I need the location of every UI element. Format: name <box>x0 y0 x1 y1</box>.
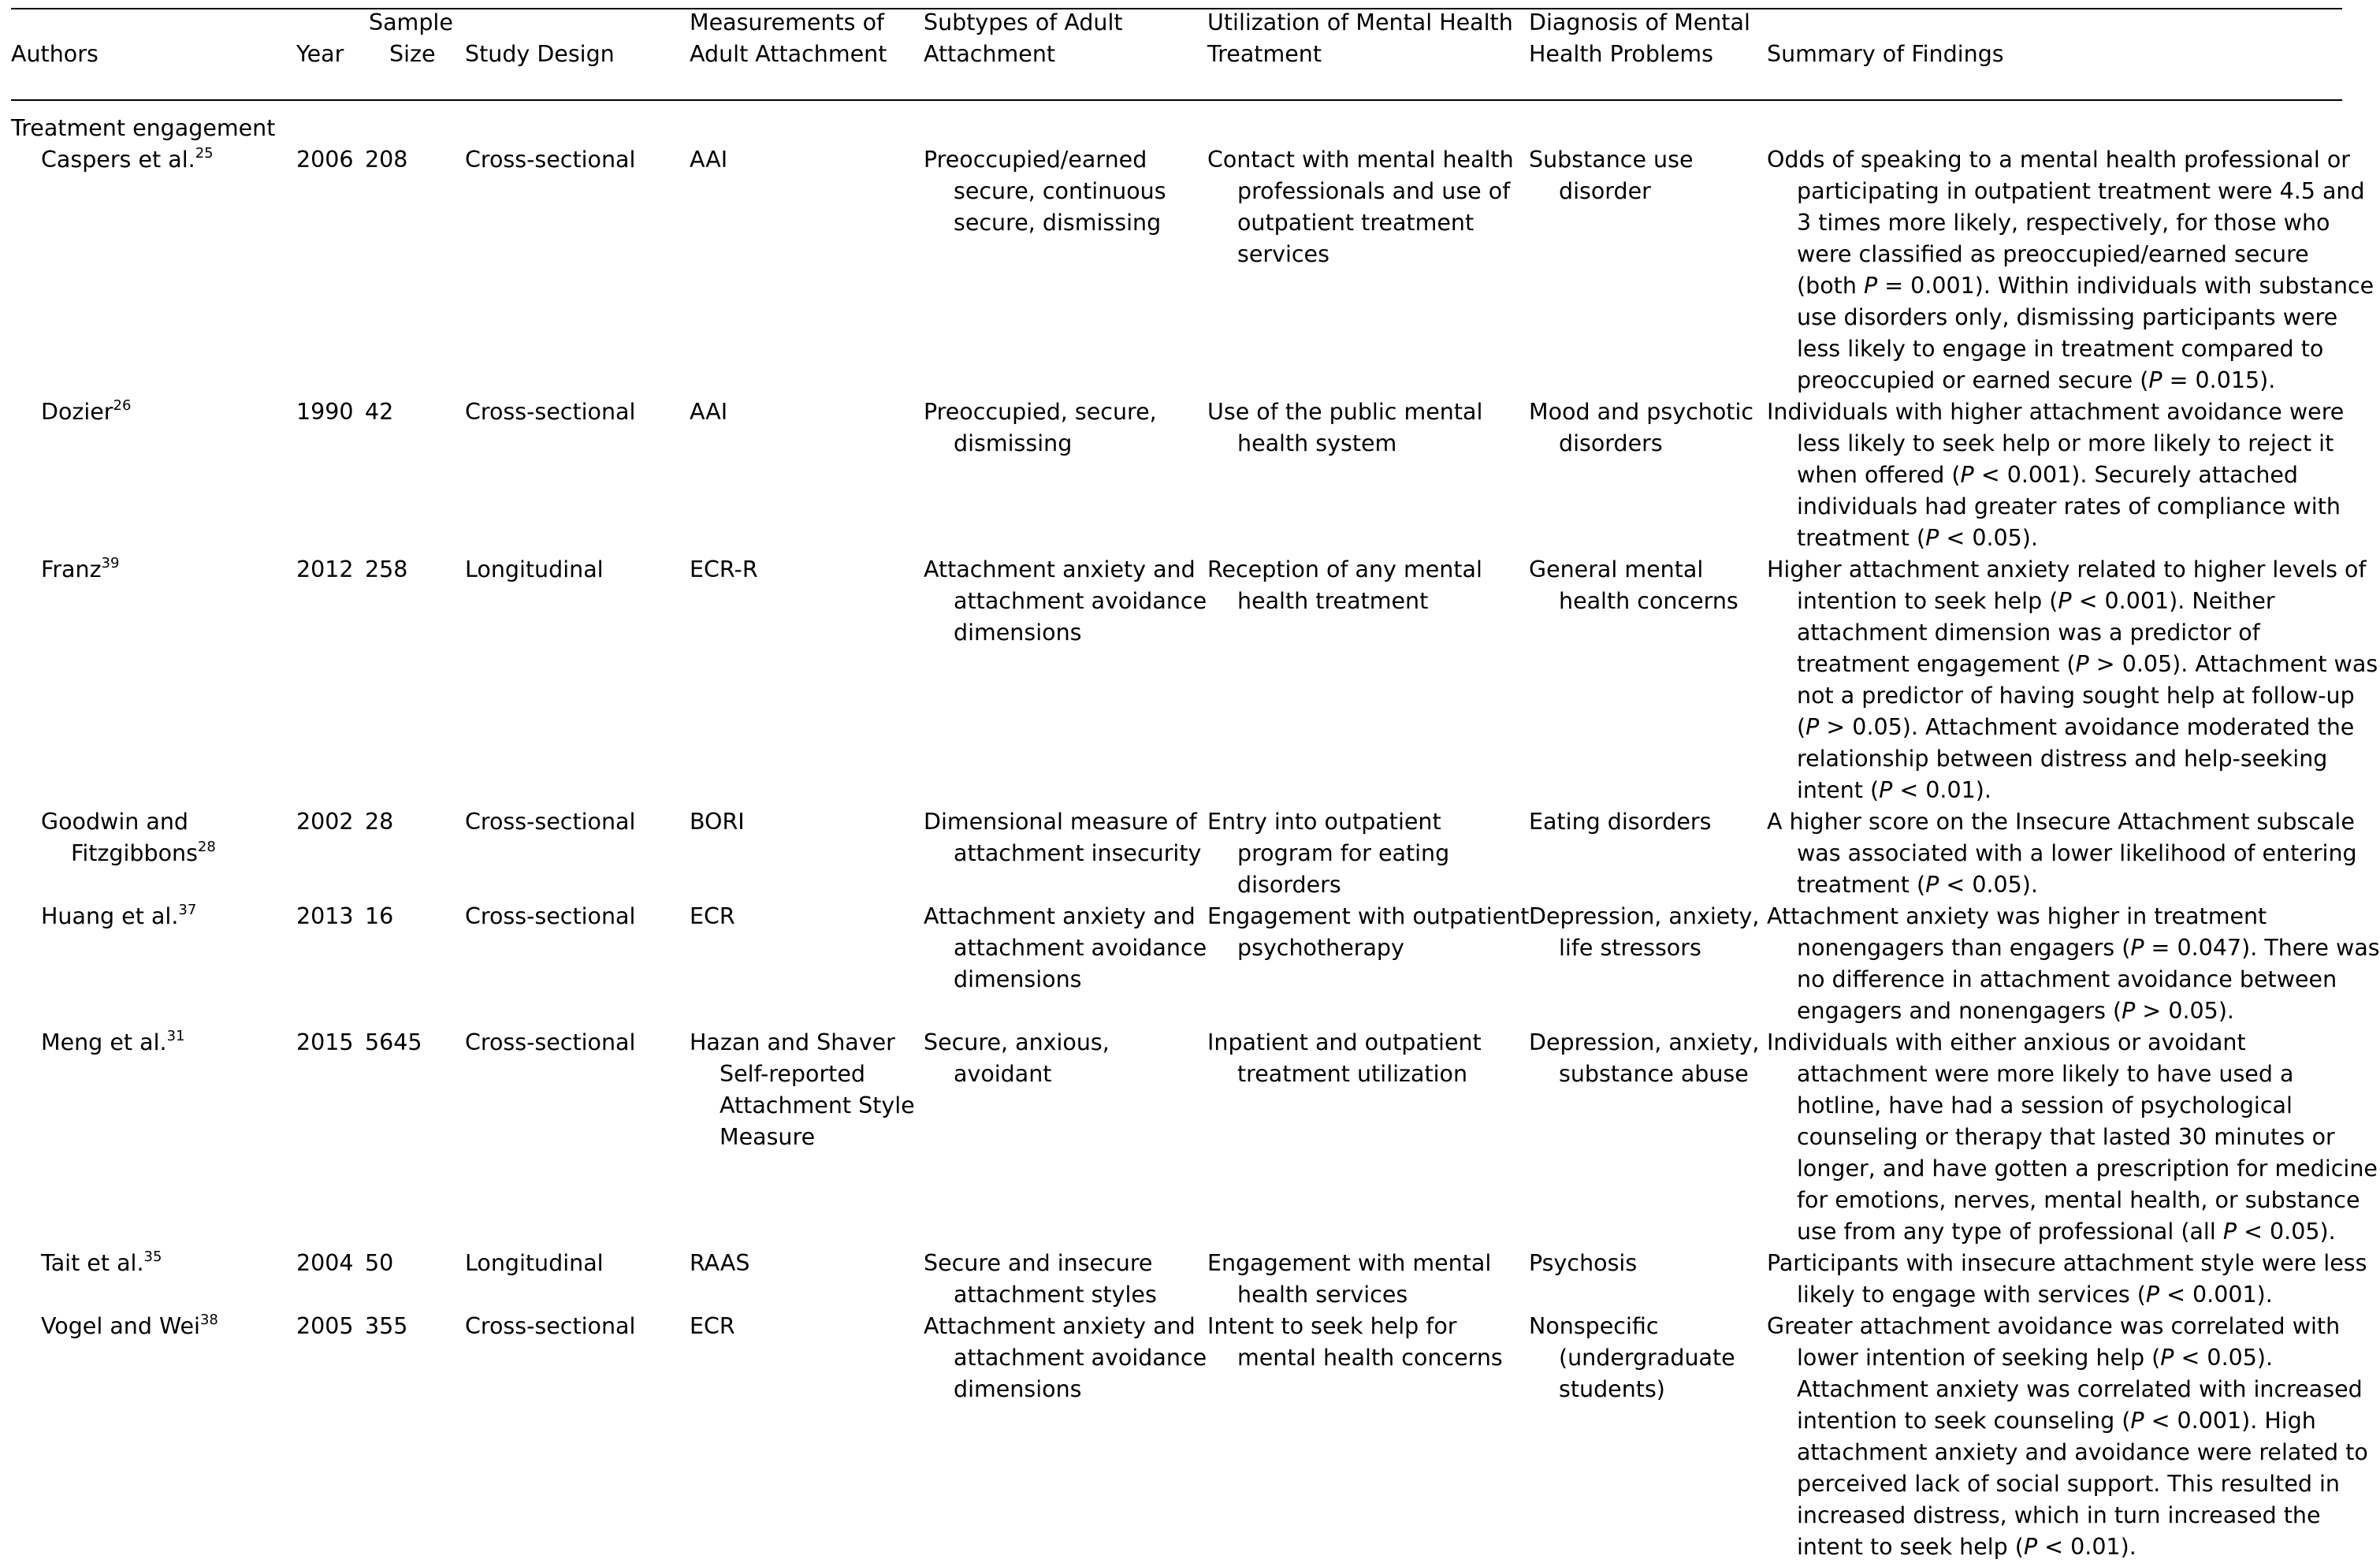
summary-cell-line: intent (P < 0.01). <box>1797 777 1991 803</box>
reference-number: 37 <box>178 902 197 918</box>
summary-cell-line: treatment (P < 0.05). <box>1797 872 2038 898</box>
subtype-cell-line: attachment avoidance <box>954 588 1207 614</box>
subtype-cell <box>924 554 1207 649</box>
subtype-cell-line: secure, continuous <box>954 178 1166 204</box>
measurement-cell-line: Measure <box>720 1124 816 1150</box>
summary-cell-line: lower intention of seeking help (P < 0.05). <box>1797 1345 2274 1371</box>
subtype-cell <box>924 1311 1207 1405</box>
subtype-cell-line: Preoccupied, secure, <box>924 399 1157 425</box>
author-cell <box>41 554 119 586</box>
subtype-cell-line: attachment styles <box>954 1282 1157 1308</box>
summary-cell-line: attachment anxiety and avoidance were related to <box>1797 1439 2368 1465</box>
summary-cell-line: Individuals with higher attachment avoidance were <box>1767 399 2345 425</box>
summary-cell-line: likely to engage with services (P < 0.001). <box>1797 1282 2273 1308</box>
measurement-cell-line: AAI <box>690 147 728 173</box>
header-diagnosis <box>1529 7 1750 70</box>
summary-cell-line: increased distress, which in turn increased the <box>1797 1502 2321 1528</box>
utilization-cell-line: professionals and use of <box>1237 178 1511 204</box>
summary-cell-line: (both P = 0.001). Within individuals with substance <box>1797 273 2374 299</box>
diagnosis-cell-line: Eating disorders <box>1529 809 1712 835</box>
summary-cell-line: Individuals with either anxious or avoidant <box>1767 1029 2246 1055</box>
diagnosis-cell-line: Nonspecific <box>1529 1313 1659 1339</box>
summary-cell-line: Attachment anxiety was correlated with increased <box>1797 1376 2363 1402</box>
diagnosis-cell <box>1529 901 1759 964</box>
utilization-cell <box>1207 1248 1491 1311</box>
diagnosis-cell <box>1529 396 1753 460</box>
measurement-cell <box>690 806 745 838</box>
header-subtypes-line: Subtypes of Adult <box>924 9 1123 35</box>
measurement-cell <box>690 1027 915 1153</box>
summary-cell-line: hotline, have had a session of psychological <box>1797 1092 2293 1118</box>
study-design-cell: Longitudinal <box>465 1250 604 1276</box>
year-cell: 2002 <box>296 809 354 835</box>
measurement-cell <box>690 396 727 428</box>
utilization-cell-line: health treatment <box>1237 588 1429 614</box>
measurement-cell-line: BORI <box>690 809 745 835</box>
header-design-line: Study Design <box>465 41 615 67</box>
summary-cell-line: for emotions, nerves, mental health, or substance <box>1797 1187 2360 1213</box>
reference-number: 28 <box>197 839 216 855</box>
reference-number: 25 <box>195 145 214 162</box>
sample-size-cell: 42 <box>365 399 394 425</box>
measurement-cell-line: ECR <box>690 903 735 929</box>
diagnosis-cell <box>1529 144 1694 207</box>
measurement-cell <box>690 1248 750 1279</box>
summary-cell <box>1767 1311 2368 1563</box>
summary-cell-line: treatment (P < 0.05). <box>1797 525 2038 551</box>
header-measures-line: Measurements of <box>690 9 885 35</box>
summary-cell-line: attachment dimension was a predictor of <box>1797 620 2260 646</box>
author-name: Dozier <box>41 399 113 425</box>
study-design-cell: Cross-sectional <box>465 147 636 173</box>
utilization-cell-line: Engagement with outpatient <box>1207 903 1530 929</box>
utilization-cell <box>1207 1311 1503 1374</box>
measurement-cell-line: RAAS <box>690 1250 750 1276</box>
year-cell: 2015 <box>296 1029 354 1055</box>
utilization-cell <box>1207 1027 1482 1090</box>
study-design-cell: Cross-sectional <box>465 1029 636 1055</box>
subtype-cell-line: Secure, anxious, <box>924 1029 1110 1055</box>
diagnosis-cell-line: Psychosis <box>1529 1250 1638 1276</box>
reference-number: 35 <box>143 1249 162 1265</box>
year-cell: 2004 <box>296 1250 354 1276</box>
author-cell <box>41 1311 218 1342</box>
author-cell <box>41 144 214 176</box>
header-authors-line: Authors <box>11 41 99 67</box>
summary-cell-line: Greater attachment avoidance was correlated with <box>1767 1313 2341 1339</box>
year-cell: 2012 <box>296 556 354 582</box>
summary-cell-line: were classified as preoccupied/earned secure <box>1797 241 2309 267</box>
study-design-cell: Cross-sectional <box>465 903 636 929</box>
utilization-cell-line: psychotherapy <box>1237 935 1404 961</box>
summary-cell-line: less likely to engage in treatment compared to <box>1797 336 2324 362</box>
summary-cell-line: not a predictor of having sought help at follow-up <box>1797 683 2355 709</box>
summary-cell-line: perceived lack of social support. This resulted in <box>1797 1471 2340 1497</box>
subtype-cell <box>924 396 1157 460</box>
subtype-cell <box>924 144 1166 239</box>
summary-cell-line: participating in outpatient treatment were 4.5 and <box>1797 178 2365 204</box>
summary-cell-line: nonengagers than engagers (P = 0.047). There was <box>1797 935 2380 961</box>
study-design-cell: Cross-sectional <box>465 399 636 425</box>
subtype-cell-line: attachment avoidance <box>954 935 1207 961</box>
summary-cell-line: longer, and have gotten a prescription for medicine <box>1797 1156 2378 1182</box>
summary-cell-line: no difference in attachment avoidance between <box>1797 966 2337 992</box>
measurement-cell-line: ECR <box>690 1313 735 1339</box>
author-cell <box>41 806 216 869</box>
diagnosis-cell-line: Substance use <box>1529 147 1694 173</box>
subtype-cell-line: dimensions <box>954 966 1082 992</box>
diagnosis-cell <box>1529 1311 1735 1405</box>
author-name: Huang et al. <box>41 903 179 929</box>
diagnosis-cell-line: General mental <box>1529 556 1704 582</box>
summary-cell-line: intention to seek counseling (P < 0.001). High <box>1797 1408 2316 1434</box>
diagnosis-cell-line: Mood and psychotic <box>1529 399 1754 425</box>
measurement-cell-line: Hazan and Shaver <box>690 1029 895 1055</box>
summary-cell-line: treatment engagement (P > 0.05). Attachment was <box>1797 651 2378 677</box>
summary-cell <box>1767 396 2344 554</box>
subtype-cell <box>924 806 1201 869</box>
utilization-cell-line: health system <box>1237 430 1397 456</box>
diagnosis-cell-line: life stressors <box>1559 935 1701 961</box>
utilization-cell <box>1207 144 1514 270</box>
header-design <box>465 39 615 70</box>
subtype-cell-line: Secure and insecure <box>924 1250 1153 1276</box>
summary-cell-line: use disorders only, dismissing participants were <box>1797 304 2338 330</box>
diagnosis-cell <box>1529 1248 1637 1279</box>
summary-cell-line: (P > 0.05). Attachment avoidance moderated the <box>1797 714 2355 740</box>
header-utilization-line: Treatment <box>1207 41 1322 67</box>
table-header-rule <box>11 99 2342 101</box>
utilization-cell <box>1207 396 1482 460</box>
header-diagnosis-line: Health Problems <box>1529 41 1714 67</box>
summary-cell-line: when offered (P < 0.001). Securely attached <box>1797 462 2299 488</box>
measurement-cell-line: ECR-R <box>690 556 758 582</box>
subtype-cell-line: Preoccupied/earned <box>924 147 1147 173</box>
header-summary-line: Summary of Findings <box>1767 41 2004 67</box>
summary-cell <box>1767 806 2357 901</box>
summary-cell-line: Participants with insecure attachment style were less <box>1767 1250 2367 1276</box>
summary-cell-line: intention to seek help (P < 0.001). Neither <box>1797 588 2275 614</box>
utilization-cell-line: Reception of any mental <box>1207 556 1482 582</box>
summary-cell-line: was associated with a lower likelihood of entering <box>1797 840 2357 866</box>
author-name: Caspers et al. <box>41 147 195 173</box>
header-measures <box>690 7 887 70</box>
summary-cell <box>1767 901 2380 1027</box>
utilization-cell-line: Engagement with mental <box>1207 1250 1492 1276</box>
sample-size-cell: 50 <box>365 1250 394 1276</box>
summary-cell-line: Odds of speaking to a mental health professional or <box>1767 147 2350 173</box>
summary-cell-line: relationship between distress and help-seeking <box>1797 746 2328 772</box>
summary-cell-line: Higher attachment anxiety related to higher levels of <box>1767 556 2367 582</box>
reference-number: 38 <box>199 1312 218 1328</box>
header-measures-line: Adult Attachment <box>690 41 887 67</box>
subtype-cell <box>924 901 1207 995</box>
measurement-cell-line: Attachment Style <box>720 1092 915 1118</box>
study-design-cell: Cross-sectional <box>465 809 636 835</box>
utilization-cell-line: mental health concerns <box>1237 1345 1503 1371</box>
measurement-cell <box>690 554 758 586</box>
utilization-cell-line: health services <box>1237 1282 1408 1308</box>
summary-cell-line: preoccupied or earned secure (P = 0.015). <box>1797 367 2276 393</box>
subtype-cell-line: Dimensional measure of <box>924 809 1197 835</box>
summary-cell-line: attachment were more likely to have used a <box>1797 1061 2294 1087</box>
header-utilization-line: Utilization of Mental Health <box>1207 9 1513 35</box>
subtype-cell-line: secure, dismissing <box>954 210 1162 236</box>
header-sample-line: Size <box>389 41 436 67</box>
author-name: Goodwin and <box>41 809 189 835</box>
utilization-cell <box>1207 554 1482 617</box>
subtype-cell <box>924 1027 1110 1090</box>
measurement-cell <box>690 1311 735 1342</box>
header-year <box>296 39 344 70</box>
subtype-cell-line: dimensions <box>954 620 1082 646</box>
utilization-cell-line: Entry into outpatient <box>1207 809 1441 835</box>
utilization-cell <box>1207 901 1529 964</box>
author-cell <box>41 901 196 932</box>
measurement-cell <box>690 144 727 176</box>
diagnosis-cell <box>1529 554 1739 617</box>
sample-size-cell: 355 <box>365 1313 408 1339</box>
summary-cell-line: less likely to seek help or more likely to reject it <box>1797 430 2334 456</box>
diagnosis-cell-line: Depression, anxiety, <box>1529 1029 1760 1055</box>
author-cell <box>41 1027 184 1059</box>
utilization-cell-line: Inpatient and outpatient <box>1207 1029 1482 1055</box>
header-subtypes <box>924 7 1123 70</box>
summary-cell-line: use from any type of professional (all P < 0.05). <box>1797 1219 2336 1245</box>
table-top-rule <box>11 8 2342 9</box>
summary-cell <box>1767 1248 2367 1311</box>
sample-size-cell: 16 <box>365 903 394 929</box>
subtype-cell-line: Attachment anxiety and <box>924 556 1196 582</box>
subtype-cell-line: dimensions <box>954 1376 1082 1402</box>
subtype-cell-line: dismissing <box>954 430 1073 456</box>
author-name: Vogel and Wei <box>41 1313 200 1339</box>
header-year-line: Year <box>296 41 344 67</box>
subtype-cell-line: attachment avoidance <box>954 1345 1207 1371</box>
measurement-cell <box>690 901 735 932</box>
summary-cell-line: 3 times more likely, respectively, for those who <box>1797 210 2330 236</box>
diagnosis-cell-line: (undergraduate <box>1559 1345 1735 1371</box>
author-name: Franz <box>41 556 102 582</box>
utilization-cell-line: disorders <box>1237 872 1341 898</box>
sample-size-cell: 208 <box>365 147 408 173</box>
header-sample-line: Sample <box>369 9 453 35</box>
summary-cell-line: counseling or therapy that lasted 30 minutes or <box>1797 1124 2335 1150</box>
header-authors <box>11 39 99 70</box>
year-cell: 1990 <box>296 399 354 425</box>
utilization-cell-line: Use of the public mental <box>1207 399 1483 425</box>
header-utilization <box>1207 7 1513 70</box>
summary-cell-line: engagers and nonengagers (P > 0.05). <box>1797 998 2234 1024</box>
year-cell: 2005 <box>296 1313 354 1339</box>
summary-cell <box>1767 144 2374 396</box>
diagnosis-cell-line: disorders <box>1559 430 1663 456</box>
author-cell <box>41 1248 162 1279</box>
reference-number: 39 <box>101 555 120 571</box>
subtype-cell-line: Attachment anxiety and <box>924 903 1196 929</box>
reference-number: 31 <box>166 1028 185 1044</box>
utilization-cell-line: program for eating <box>1237 840 1450 866</box>
sample-size-cell: 28 <box>365 809 394 835</box>
diagnosis-cell <box>1529 1027 1759 1090</box>
subtype-cell <box>924 1248 1157 1311</box>
summary-cell-line: A higher score on the Insecure Attachment subscale <box>1767 809 2355 835</box>
measurement-cell-line: Self-reported <box>720 1061 865 1087</box>
section-label: Treatment engagement <box>11 115 276 141</box>
reference-number: 26 <box>113 397 132 414</box>
header-summary <box>1767 39 2004 70</box>
year-cell: 2006 <box>296 147 354 173</box>
summary-cell-line: intent to seek help (P < 0.01). <box>1797 1534 2136 1560</box>
utilization-cell-line: services <box>1237 241 1329 267</box>
diagnosis-cell <box>1529 806 1711 838</box>
diagnosis-cell-line: disorder <box>1559 178 1651 204</box>
summary-cell <box>1767 554 2378 806</box>
utilization-cell-line: outpatient treatment <box>1237 210 1474 236</box>
author-name: Meng et al. <box>41 1029 167 1055</box>
measurement-cell-line: AAI <box>690 399 728 425</box>
utilization-cell-line: Intent to seek help for <box>1207 1313 1457 1339</box>
sample-size-cell: 5645 <box>365 1029 422 1055</box>
summary-cell <box>1767 1027 2378 1248</box>
study-design-cell: Cross-sectional <box>465 1313 636 1339</box>
diagnosis-cell-line: students) <box>1559 1376 1665 1402</box>
utilization-cell <box>1207 806 1449 901</box>
utilization-cell-line: Contact with mental health <box>1207 147 1514 173</box>
subtype-cell-line: attachment insecurity <box>954 840 1202 866</box>
author-cell <box>41 396 131 428</box>
study-design-cell: Longitudinal <box>465 556 604 582</box>
utilization-cell-line: treatment utilization <box>1237 1061 1468 1087</box>
header-sample <box>369 7 453 70</box>
author-name: Tait et al. <box>41 1250 144 1276</box>
author-name: Fitzgibbons <box>71 840 198 866</box>
header-subtypes-line: Attachment <box>924 41 1056 67</box>
subtype-cell-line: Attachment anxiety and <box>924 1313 1196 1339</box>
year-cell: 2013 <box>296 903 354 929</box>
summary-cell-line: individuals had greater rates of compliance with <box>1797 493 2341 519</box>
subtype-cell-line: avoidant <box>954 1061 1052 1087</box>
diagnosis-cell-line: health concerns <box>1559 588 1739 614</box>
diagnosis-cell-line: substance abuse <box>1559 1061 1749 1087</box>
header-diagnosis-line: Diagnosis of Mental <box>1529 9 1750 35</box>
summary-cell-line: Attachment anxiety was higher in treatment <box>1767 903 2267 929</box>
diagnosis-cell-line: Depression, anxiety, <box>1529 903 1760 929</box>
sample-size-cell: 258 <box>365 556 408 582</box>
